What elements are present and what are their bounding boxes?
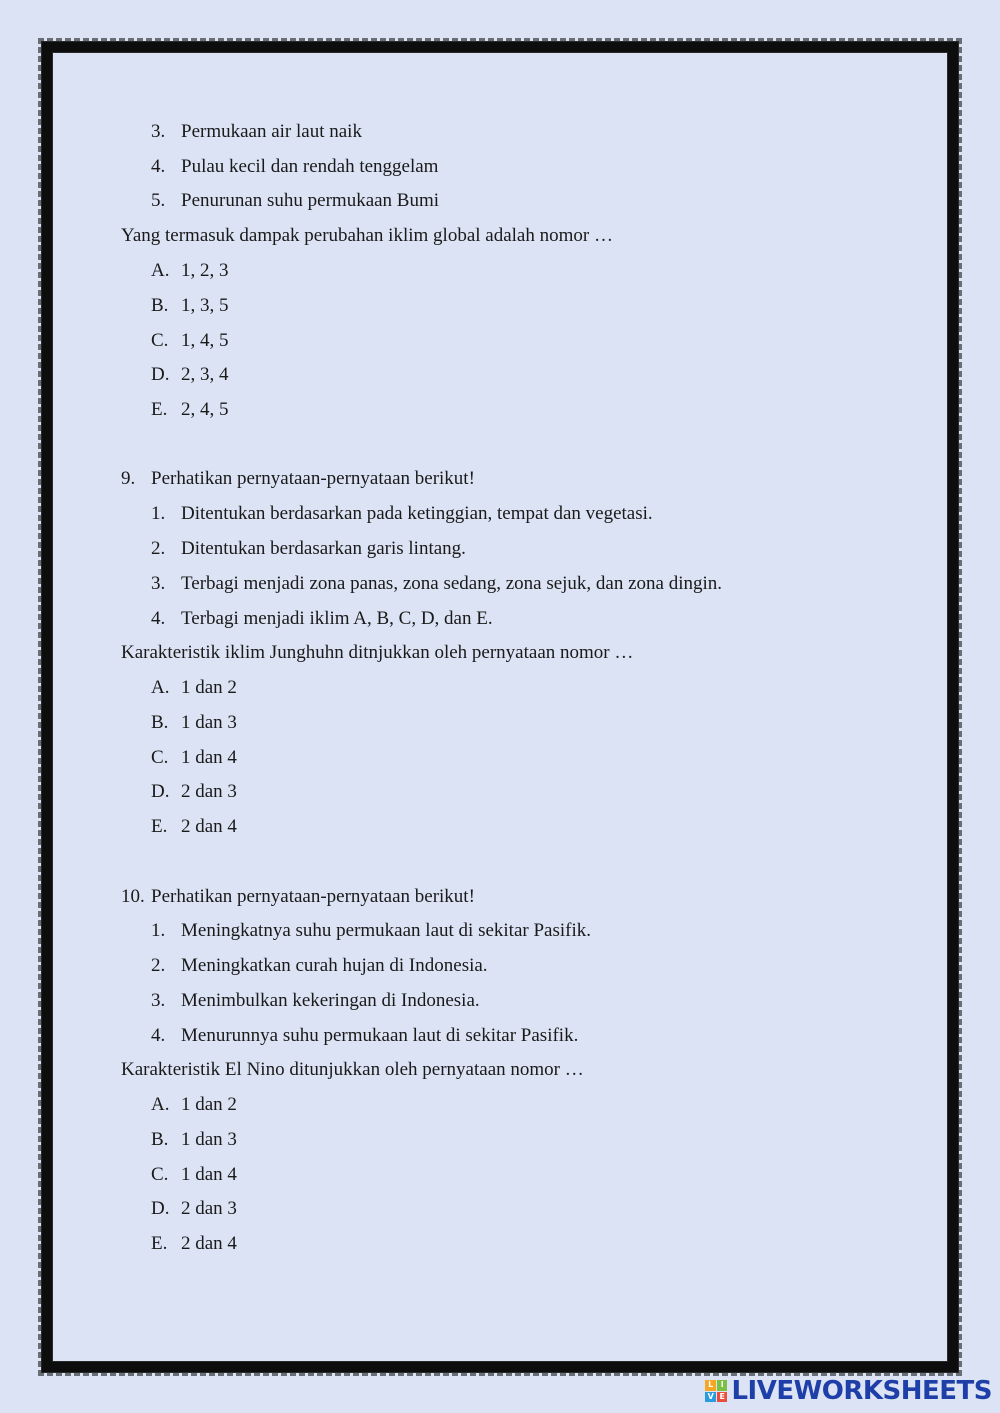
q10-stem: 10. Perhatikan pernyataan-pernyataan berikut! [121, 886, 475, 907]
q9-option-c[interactable]: C. 1 dan 4 [151, 747, 237, 768]
q8-option-b[interactable]: B. 1, 3, 5 [151, 295, 229, 316]
q9-item: 3. Terbagi menjadi zona panas, zona sedang, zona sejuk, dan zona dingin. [151, 573, 723, 594]
q10-item: 2. Meningkatkan curah hujan di Indonesia. [151, 955, 488, 976]
q9-option-e[interactable]: E. 2 dan 4 [151, 816, 237, 837]
q10-option-a[interactable]: A. 1 dan 2 [151, 1094, 237, 1115]
q8-option-e[interactable]: E. 2, 4, 5 [151, 399, 229, 420]
q8-item: 3. Permukaan air laut naik [151, 121, 362, 142]
q8-item: 5. Penurunan suhu permukaan Bumi [151, 190, 440, 211]
q10-option-d[interactable]: D. 2 dan 3 [151, 1198, 237, 1219]
q10-question: Karakteristik El Nino ditunjukkan oleh pernyataan nomor … [121, 1059, 584, 1080]
q8-option-a[interactable]: A. 1, 2, 3 [151, 260, 229, 281]
q10-item: 4. Menurunnya suhu permukaan laut di sekitar Pasifik. [151, 1025, 579, 1046]
q9-item: 2. Ditentukan berdasarkan garis lintang. [151, 538, 466, 559]
q9-stem: 9. Perhatikan pernyataan-pernyataan berikut! [121, 468, 475, 489]
q8-option-d[interactable]: D. 2, 3, 4 [151, 364, 229, 385]
q8-question: Yang termasuk dampak perubahan iklim global adalah nomor … [121, 225, 613, 246]
q9-item: 4. Terbagi menjadi iklim A, B, C, D, dan E. [151, 608, 493, 629]
q9-question: Karakteristik iklim Junghuhn ditnjukkan oleh pernyataan nomor … [121, 642, 634, 663]
liveworksheets-watermark [705, 1375, 992, 1407]
q10-item: 1. Meningkatnya suhu permukaan laut di sekitar Pasifik. [151, 920, 591, 941]
watermark-text: LIVEWORKSHEETS [731, 1376, 992, 1406]
liveworksheets-logo-icon: L I V E [705, 1380, 727, 1402]
q8-item: 4. Pulau kecil dan rendah tenggelam [151, 156, 439, 177]
q9-option-d[interactable]: D. 2 dan 3 [151, 781, 237, 802]
q10-option-c[interactable]: C. 1 dan 4 [151, 1164, 237, 1185]
q10-item: 3. Menimbulkan kekeringan di Indonesia. [151, 990, 480, 1011]
q9-option-a[interactable]: A. 1 dan 2 [151, 677, 237, 698]
q10-option-b[interactable]: B. 1 dan 3 [151, 1129, 237, 1150]
q10-option-e[interactable]: E. 2 dan 4 [151, 1233, 237, 1254]
q9-item: 1. Ditentukan berdasarkan pada ketinggian, tempat dan vegetasi. [151, 503, 653, 524]
q8-option-c[interactable]: C. 1, 4, 5 [151, 330, 229, 351]
q9-option-b[interactable]: B. 1 dan 3 [151, 712, 237, 733]
